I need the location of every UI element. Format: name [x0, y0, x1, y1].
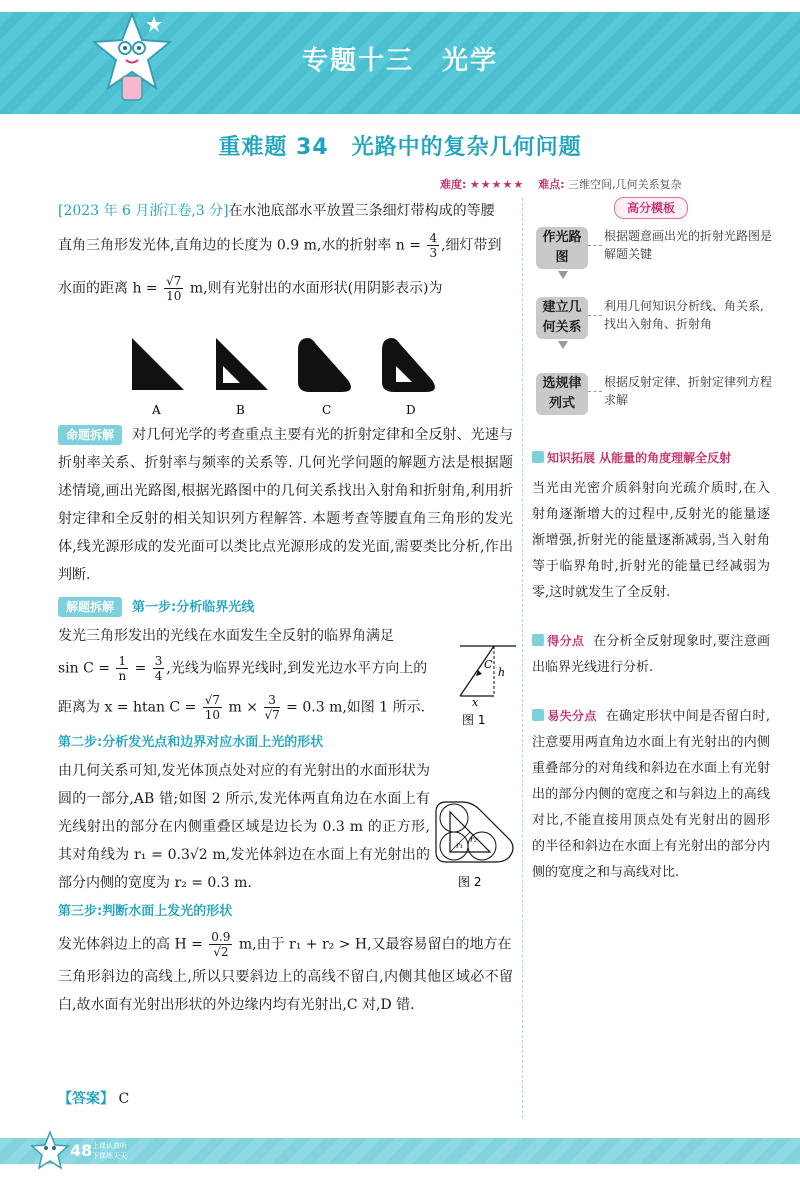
fraction-num: 1 — [118, 654, 127, 668]
option-d-shape — [382, 338, 435, 392]
template-step-box — [536, 227, 588, 269]
template-step-text: 利用几何知识分析线、角关系,找出入射角、折射角 — [604, 299, 764, 331]
difficulty-label: 难度: — [440, 178, 467, 191]
step1-title: 第一步:分析临界光线 — [132, 600, 255, 615]
slogan-line: 下课练天天 — [92, 1152, 127, 1160]
answer-row — [58, 1088, 129, 1108]
page-number: 48 — [70, 1141, 93, 1160]
step3-header — [58, 897, 513, 926]
option-b-shape — [216, 338, 268, 390]
problem-text: 水面的距离 h = — [58, 280, 158, 297]
option-c-shape — [298, 338, 351, 392]
sidebar — [532, 197, 773, 886]
meta-row — [440, 176, 800, 192]
fig2-r2-label: r₂ — [470, 835, 478, 844]
problem-text: 直角三角形发光体,直角边的长度为 0.9 m,水的折射率 n = — [58, 237, 421, 254]
step2-text: 由几何关系可知,发光体顶点处对应的有光射出的水面形状为圆的一部分,AB 错;如图 2 所示,发光体两直角边在水面上有光线射出的部分在内侧重叠区域是边长为 0.3 m 的正方形,其对角线为 r₁ = 0.3√2 m,发光体斜边在水面上有光射出的部分内侧的宽度为 r₂ = 0.3 m. — [58, 763, 430, 891]
fraction-h — [164, 274, 183, 303]
solution-tag: 解题拆解 — [58, 597, 122, 617]
math-text: ,光线为临界光线时,到发光边水平方向上的 — [166, 660, 428, 677]
fig1-x-label: x — [472, 696, 479, 709]
fraction-den: n — [118, 669, 127, 683]
fraction — [209, 930, 232, 959]
math-text: = — [134, 660, 147, 677]
down-arrow-icon — [558, 341, 568, 349]
template-title: 高分模板 — [614, 197, 688, 219]
problem-text: m,则有光射出的水面形状(用阴影表示)为 — [189, 280, 443, 297]
fraction — [116, 654, 128, 683]
template-step-text: 根据反射定律、折射定律列方程求解 — [604, 375, 773, 407]
fraction-num: 3 — [154, 654, 163, 668]
template-step-label: 建立几何关系 — [542, 300, 582, 335]
problem-line-2 — [58, 231, 513, 260]
template-step-text: 根据题意画出光的折射光路图是解题关键 — [604, 229, 773, 261]
option-shapes — [120, 326, 460, 420]
fraction-num: 0.9 — [211, 930, 231, 944]
template-step-1 — [532, 227, 773, 289]
analysis-tag: 命题拆解 — [58, 425, 122, 445]
problem-source: [2023 年 6 月浙江卷,3 分] — [58, 203, 229, 219]
fraction-num: 4 — [429, 231, 438, 245]
fraction-den: √2 — [213, 945, 229, 959]
option-c-label: C — [322, 403, 332, 417]
template-step-label: 选规律列式 — [542, 376, 582, 411]
step3-line1 — [58, 930, 513, 959]
point-label: 难点: — [538, 178, 565, 191]
template-step-box — [536, 373, 588, 415]
math-text: m × — [228, 699, 258, 716]
fraction — [203, 693, 222, 722]
score-tag: 得分点 — [547, 634, 585, 648]
knowledge-text: 当光由光密介质斜射向光疏介质时,在入射角逐渐增大的过程中,反射光的能量逐渐增强,折射光的能量逐渐减弱,当入射角等于临界角时,折射光的能量已经减弱为零,这时就发生了全反射. — [532, 481, 770, 600]
knowledge-header — [532, 445, 770, 472]
analysis-text: 对几何光学的考查重点主要有光的折射定律和全反射、光速与折射率关系、折射率与频率的关系等. 几何光学问题的解题方法是根据题述情境,画出光路图,根据光路图中的几何关系找出入射角和折射角,利用折射定律和全反射的相关知识列方程解答. 本题考查等腰直角三角形的发光体,线光源形成的发光面可以类比点光源形成的发光面,需要类比分析,作出判断. — [58, 427, 513, 583]
chapter-title: 专题十三 光学 — [301, 46, 498, 76]
analysis-block — [58, 421, 513, 589]
fig2-r1-label: r₁ — [456, 841, 464, 850]
difficulty-stars: ★★★★★ — [469, 178, 525, 191]
template-title-row — [532, 197, 770, 219]
lose-icon — [532, 709, 544, 721]
knowledge-tag: 知识拓展 从能量的角度理解全反射 — [547, 451, 732, 465]
problem-line-1 — [58, 197, 513, 225]
math-text: = 0.3 m,如图 1 所示. — [286, 699, 426, 716]
problem-text: 在水池底部水平放置三条细灯带构成的等腰 — [228, 203, 495, 219]
math-text: 距离为 x = htan C = — [58, 699, 197, 716]
column-divider — [522, 198, 523, 1118]
header-banner — [0, 0, 800, 118]
problem-text: ,细灯带到 — [441, 237, 502, 254]
step1-block — [58, 622, 443, 683]
lose-text: 在确定形状中间是否留白时,注意要用两直角边水面上有光射出的内侧重叠部分的对角线和斜边在水面上有光射出的部分内侧的宽度之和与斜边上的高线对比,不能直接用顶点处有光射出的圆形的半径和斜边在水面上有光射出的部分内侧的宽度之和与高线对比. — [532, 709, 770, 880]
step3-title: 第三步:判断水面上发光的形状 — [58, 904, 233, 919]
lose-section — [532, 703, 770, 886]
fraction-n — [427, 231, 439, 260]
problem-line-3 — [58, 274, 513, 303]
option-d-label: D — [406, 403, 416, 417]
fig2-caption: 图 2 — [458, 875, 482, 889]
fraction — [153, 654, 165, 683]
lose-tag: 易失分点 — [547, 709, 597, 723]
slogan-line: 上课认真听 — [92, 1142, 127, 1150]
fraction-den: 10 — [166, 289, 182, 303]
page-title: 重难题 34 光路中的复杂几何问题 — [218, 135, 582, 160]
knowledge-icon — [532, 451, 544, 463]
template-step-label: 作光路图 — [542, 230, 582, 265]
fraction-den: 10 — [204, 708, 221, 722]
fraction-den: 4 — [154, 669, 163, 683]
option-a-label: A — [152, 403, 161, 417]
math-text: m,由于 r₁ + r₂ > H,又最容易留白的地方在 — [238, 936, 512, 953]
fraction-num: √7 — [166, 274, 182, 288]
math-text: sin C = — [58, 660, 111, 677]
mascot-icon — [30, 1130, 70, 1172]
math-text: 发光体斜边上的高 H = — [58, 936, 203, 953]
answer-label: 【答案】 — [58, 1091, 114, 1107]
answer-value: C — [118, 1091, 130, 1107]
fig1-angle-label: C — [484, 658, 493, 671]
point-text: 三维空间,几何关系复杂 — [568, 178, 682, 191]
template-step-box — [536, 297, 588, 339]
step3-text: 三角形斜边的高线上,所以只要斜边上的高线不留白,内侧其他区域必不留白,故水面有光射出形状的外边缘内均有光射出,C 对,D 错. — [58, 969, 513, 1013]
footer-slogan — [92, 1141, 127, 1161]
down-arrow-icon — [558, 271, 568, 279]
connector-line — [588, 245, 602, 246]
connector-line — [588, 315, 602, 316]
score-text: 在分析全反射现象时,要注意画出临界光线进行分析. — [532, 634, 770, 675]
fig1-caption: 图 1 — [462, 713, 486, 727]
step2-title: 第二步:分析发光点和边界对应水面上光的形状 — [58, 735, 324, 750]
step1-line1: 发光三角形发出的光线在水面发生全反射的临界角满足 — [58, 628, 394, 644]
footer — [0, 1128, 800, 1178]
fraction — [264, 693, 279, 722]
fraction-num: √7 — [204, 693, 221, 707]
template-step-3 — [532, 373, 773, 435]
knowledge-section — [532, 445, 770, 606]
template-step-2 — [532, 297, 770, 365]
option-b-label: B — [236, 403, 245, 417]
figure-2 — [432, 798, 518, 898]
fraction-den: 3 — [429, 246, 438, 260]
step2-header — [58, 728, 513, 757]
fraction-num: 3 — [264, 693, 279, 708]
score-section — [532, 628, 770, 681]
step1-line2 — [58, 654, 443, 683]
fraction-den: √7 — [264, 708, 280, 722]
fig1-h-label: h — [498, 666, 506, 679]
solution-header — [58, 593, 513, 622]
score-icon — [532, 634, 544, 646]
figure-1 — [440, 640, 520, 730]
connector-line — [588, 391, 602, 392]
option-a-shape — [132, 338, 184, 390]
